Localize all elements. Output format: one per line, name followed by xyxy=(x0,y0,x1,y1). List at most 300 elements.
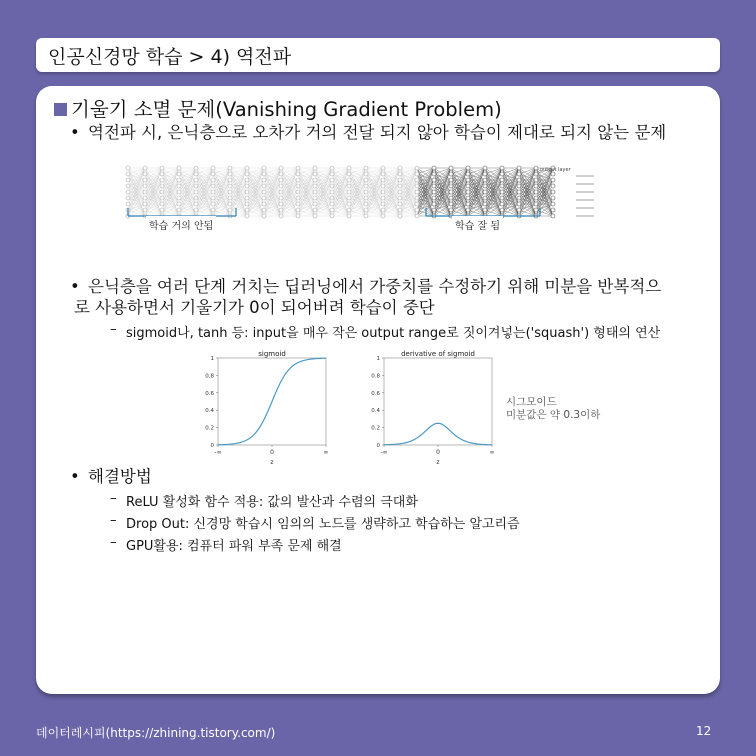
network-edge xyxy=(383,168,400,210)
network-node xyxy=(279,196,283,200)
square-bullet-icon xyxy=(54,103,67,116)
network-edge xyxy=(383,180,400,210)
y-tick-label: 0.8 xyxy=(205,373,214,380)
derivative-chart xyxy=(362,348,512,468)
network-node xyxy=(483,184,487,188)
network-edge xyxy=(332,168,349,198)
y-tick-label: 0 xyxy=(376,443,380,449)
network-edge xyxy=(400,168,417,210)
network-edge xyxy=(247,168,264,174)
network-node xyxy=(381,184,385,188)
network-edge xyxy=(128,180,145,210)
network-edge xyxy=(128,210,145,216)
network-edge xyxy=(213,180,230,210)
network-node xyxy=(194,190,198,194)
network-node xyxy=(466,184,470,188)
network-edge xyxy=(213,168,230,186)
network-edge xyxy=(400,210,417,216)
network-edge xyxy=(128,168,145,210)
network-node xyxy=(143,172,147,176)
network-edge xyxy=(264,168,281,210)
network-edge xyxy=(179,168,196,210)
network-node xyxy=(313,172,317,176)
network-edge xyxy=(264,168,281,174)
network-node xyxy=(194,184,198,188)
network-edge xyxy=(264,168,281,186)
network-node xyxy=(262,184,266,188)
network-edge xyxy=(315,168,332,198)
network-node xyxy=(279,166,283,170)
network-node xyxy=(381,172,385,176)
network-node xyxy=(415,202,419,206)
network-node xyxy=(534,166,538,170)
network-edge xyxy=(366,168,383,186)
network-node xyxy=(500,196,504,200)
network-node xyxy=(347,190,351,194)
network-node xyxy=(330,190,334,194)
network-node xyxy=(296,190,300,194)
network-node xyxy=(364,178,368,182)
network-edge xyxy=(247,168,264,198)
network-edge xyxy=(162,168,179,186)
bullet-2-line-1: 은닉층을 여러 단계 거치는 딥러닝에서 가중치를 수정하기 위해 미분을 반복적으 xyxy=(88,277,662,296)
sigmoid-chart xyxy=(196,348,346,468)
network-edge xyxy=(128,168,145,186)
network-node xyxy=(466,172,470,176)
network-node xyxy=(381,202,385,206)
network-node xyxy=(347,202,351,206)
network-edge xyxy=(230,168,247,186)
network-node xyxy=(177,190,181,194)
output-layer-label: output layer xyxy=(540,167,571,173)
network-node xyxy=(449,196,453,200)
network-node xyxy=(211,202,215,206)
network-edge xyxy=(281,180,298,210)
network-right-label: 학습 잘 됨 xyxy=(452,216,503,233)
network-node xyxy=(313,178,317,182)
network-node xyxy=(466,202,470,206)
network-edge xyxy=(417,168,434,198)
network-node xyxy=(245,214,249,218)
network-edge xyxy=(298,180,315,210)
network-edge xyxy=(196,168,213,186)
network-edge xyxy=(281,168,298,210)
network-node xyxy=(228,178,232,182)
network-node xyxy=(466,166,470,170)
annotation-line-2: 미분값은 약 0.3이하 xyxy=(506,409,601,421)
network-node xyxy=(449,202,453,206)
bullet-1-text: 역전파 시, 은닉층으로 오차가 거의 전달 되지 않아 학습이 제대로 되지 않는 문제 xyxy=(88,123,667,142)
network-node xyxy=(279,202,283,206)
network-node xyxy=(228,208,232,212)
network-node xyxy=(466,190,470,194)
network-node xyxy=(398,208,402,212)
network-edge xyxy=(332,210,349,216)
network-edge xyxy=(128,168,145,174)
network-node xyxy=(126,178,130,182)
network-edge xyxy=(502,168,519,198)
network-node xyxy=(483,196,487,200)
network-node xyxy=(517,196,521,200)
network-node xyxy=(262,166,266,170)
network-node xyxy=(296,172,300,176)
network-node xyxy=(500,190,504,194)
network-node xyxy=(245,208,249,212)
network-node xyxy=(517,184,521,188)
network-node xyxy=(194,196,198,200)
network-node xyxy=(245,184,249,188)
network-node xyxy=(143,190,147,194)
bullet-1 xyxy=(70,122,667,143)
network-edge xyxy=(485,168,502,198)
network-node xyxy=(500,172,504,176)
network-edge xyxy=(315,210,332,216)
network-node xyxy=(211,196,215,200)
network-node xyxy=(534,202,538,206)
network-node xyxy=(160,190,164,194)
network-node xyxy=(126,196,130,200)
network-node xyxy=(211,208,215,212)
network-edge xyxy=(196,168,213,174)
network-edge xyxy=(247,180,264,210)
network-edge xyxy=(162,168,179,210)
slide-title-bar xyxy=(36,38,720,72)
network-node xyxy=(364,202,368,206)
network-edge xyxy=(281,168,298,186)
network-node xyxy=(177,208,181,212)
network-node xyxy=(245,196,249,200)
derivative-plot-frame xyxy=(384,358,492,445)
network-node xyxy=(211,184,215,188)
network-node xyxy=(262,196,266,200)
network-node xyxy=(296,202,300,206)
network-node xyxy=(330,214,334,218)
network-node xyxy=(415,184,419,188)
network-node xyxy=(534,172,538,176)
network-node xyxy=(313,184,317,188)
network-node xyxy=(432,196,436,200)
network-edge xyxy=(400,168,417,198)
network-edge xyxy=(230,180,247,210)
network-node xyxy=(432,166,436,170)
network-node xyxy=(500,202,504,206)
dash-icon: – xyxy=(110,322,117,337)
network-node xyxy=(330,208,334,212)
network-node xyxy=(398,166,402,170)
network-node xyxy=(330,166,334,170)
network-edge xyxy=(162,168,179,198)
network-edge xyxy=(519,168,536,198)
network-edge xyxy=(298,168,315,186)
network-edge xyxy=(179,168,196,174)
solution-item-text: ReLU 활성화 함수 적용: 값의 발산과 수렴의 극대화 xyxy=(126,495,418,510)
network-edge xyxy=(281,168,298,198)
network-node xyxy=(551,208,555,212)
network-edge xyxy=(230,168,247,174)
annotation-line-1: 시그모이드 xyxy=(506,396,557,408)
network-node xyxy=(177,172,181,176)
network-node xyxy=(228,202,232,206)
network-node xyxy=(534,178,538,182)
network-node xyxy=(143,196,147,200)
network-node xyxy=(500,178,504,182)
slide-content-card xyxy=(36,86,720,694)
network-edge xyxy=(179,180,196,210)
network-node xyxy=(126,190,130,194)
network-node xyxy=(432,202,436,206)
bullet-2 xyxy=(70,276,662,318)
network-edge xyxy=(315,180,332,210)
network-edge xyxy=(417,180,434,210)
y-tick-label: 0 xyxy=(210,443,214,449)
network-node xyxy=(364,208,368,212)
solution-item xyxy=(110,491,418,510)
network-node xyxy=(194,202,198,206)
network-node xyxy=(313,166,317,170)
network-edge xyxy=(536,180,553,210)
network-edge xyxy=(213,168,230,198)
network-edge xyxy=(196,168,213,210)
network-node xyxy=(551,196,555,200)
network-node xyxy=(347,184,351,188)
y-tick-label: 0.6 xyxy=(205,390,214,397)
network-node xyxy=(126,202,130,206)
network-node xyxy=(398,190,402,194)
y-tick-label: 0.4 xyxy=(205,408,214,415)
network-node xyxy=(177,166,181,170)
network-edge xyxy=(213,168,230,210)
network-node xyxy=(245,172,249,176)
network-edge xyxy=(349,168,366,186)
network-edge xyxy=(502,180,519,210)
network-node xyxy=(381,208,385,212)
network-node xyxy=(143,208,147,212)
network-node xyxy=(296,214,300,218)
dash-icon: – xyxy=(110,535,117,550)
network-node xyxy=(500,208,504,212)
network-edge xyxy=(349,168,366,198)
network-node xyxy=(126,172,130,176)
network-node xyxy=(296,178,300,182)
network-node xyxy=(177,196,181,200)
network-node xyxy=(313,202,317,206)
network-edge xyxy=(349,210,366,216)
network-edge xyxy=(383,168,400,198)
network-node xyxy=(211,190,215,194)
network-node xyxy=(228,172,232,176)
y-tick-label: 0.2 xyxy=(205,425,214,432)
network-node xyxy=(194,166,198,170)
dash-icon: – xyxy=(110,513,117,528)
y-tick-label: 0.4 xyxy=(371,408,380,415)
dash-icon: – xyxy=(110,491,117,506)
network-node xyxy=(534,190,538,194)
network-node xyxy=(160,184,164,188)
derivative-x-ticks xyxy=(380,445,494,456)
network-node xyxy=(449,208,453,212)
page-number: 12 xyxy=(696,724,712,738)
network-node xyxy=(398,178,402,182)
network-node xyxy=(347,196,351,200)
network-node xyxy=(228,190,232,194)
network-node xyxy=(517,166,521,170)
network-edge xyxy=(315,168,332,186)
network-node xyxy=(279,190,283,194)
network-node xyxy=(415,196,419,200)
derivative-curve xyxy=(384,423,492,445)
network-node xyxy=(551,178,555,182)
y-tick-label: 0.6 xyxy=(371,390,380,397)
network-node xyxy=(245,166,249,170)
sigmoid-x-label: z xyxy=(270,459,274,466)
network-node xyxy=(364,196,368,200)
network-node xyxy=(432,208,436,212)
network-node xyxy=(160,196,164,200)
network-edge xyxy=(247,168,264,186)
network-edge xyxy=(298,168,315,174)
derivative-chart-title: derivative of sigmoid xyxy=(401,350,475,358)
bullet-dot-icon: • xyxy=(70,277,80,296)
x-tick-label: -∞ xyxy=(214,449,222,456)
network-node xyxy=(517,178,521,182)
network-node xyxy=(211,172,215,176)
network-node xyxy=(262,172,266,176)
network-node xyxy=(364,166,368,170)
network-node xyxy=(313,196,317,200)
network-node xyxy=(381,178,385,182)
network-node xyxy=(500,184,504,188)
network-node xyxy=(330,172,334,176)
network-edge xyxy=(230,210,247,216)
network-edge xyxy=(298,210,315,216)
x-tick-label: ∞ xyxy=(323,449,329,456)
network-edge xyxy=(366,168,383,174)
network-edge xyxy=(247,210,264,216)
network-node xyxy=(551,214,555,218)
y-tick-label: 1 xyxy=(376,356,380,362)
network-edge xyxy=(400,180,417,210)
network-edge xyxy=(145,168,162,198)
network-node xyxy=(143,166,147,170)
footer-source: 데이터레시피(https://zhining.tistory.com/) xyxy=(36,726,276,740)
network-node xyxy=(415,178,419,182)
network-node xyxy=(279,172,283,176)
network-node xyxy=(330,178,334,182)
network-node xyxy=(398,202,402,206)
network-node xyxy=(432,178,436,182)
section-heading-text: 기울기 소멸 문제(Vanishing Gradient Problem) xyxy=(71,98,502,121)
network-node xyxy=(177,184,181,188)
sigmoid-y-ticks xyxy=(205,356,218,449)
network-node xyxy=(228,166,232,170)
network-node xyxy=(194,178,198,182)
network-edge xyxy=(281,210,298,216)
network-edge xyxy=(230,168,247,198)
network-node xyxy=(143,202,147,206)
derivative-y-ticks xyxy=(371,356,384,449)
network-node xyxy=(347,172,351,176)
network-node xyxy=(211,166,215,170)
network-node xyxy=(262,214,266,218)
network-edge xyxy=(298,168,315,198)
bullet-dot-icon: • xyxy=(70,123,80,142)
bullet-3 xyxy=(70,466,152,487)
network-edge xyxy=(451,180,468,210)
network-edge xyxy=(281,168,298,174)
network-node xyxy=(330,196,334,200)
network-edge xyxy=(315,168,332,210)
network-edge xyxy=(315,168,332,174)
network-edge xyxy=(128,168,145,198)
network-node xyxy=(262,190,266,194)
network-node xyxy=(517,202,521,206)
network-node xyxy=(517,190,521,194)
network-node xyxy=(449,190,453,194)
network-edge xyxy=(264,168,281,198)
network-node xyxy=(483,166,487,170)
network-node xyxy=(330,184,334,188)
solution-item-text: GPU활용: 컴퓨터 파워 부족 문제 해결 xyxy=(126,539,342,554)
bullet-2-line-2: 로 사용하면서 기울기가 0이 되어버려 학습이 중단 xyxy=(74,298,435,317)
section-heading xyxy=(54,94,502,122)
network-node xyxy=(398,196,402,200)
network-node xyxy=(381,166,385,170)
y-tick-label: 0.2 xyxy=(371,425,380,432)
bullet-dot-icon: • xyxy=(70,467,80,486)
network-node xyxy=(296,208,300,212)
network-node xyxy=(381,196,385,200)
sigmoid-note-text: sigmoid나, tanh 등: input을 매우 작은 output range로 짓이겨넣는('squash') 형태의 연산 xyxy=(126,326,661,341)
network-node xyxy=(347,166,351,170)
slide-title: 인공신경망 학습 > 4) 역전파 xyxy=(48,46,292,68)
network-node xyxy=(398,172,402,176)
network-edge xyxy=(366,168,383,198)
network-edge xyxy=(366,180,383,210)
network-edge xyxy=(519,180,536,210)
solution-item xyxy=(110,513,520,532)
network-node xyxy=(381,214,385,218)
network-node xyxy=(551,190,555,194)
network-node xyxy=(313,214,317,218)
network-node xyxy=(296,184,300,188)
network-edge xyxy=(400,168,417,174)
network-node xyxy=(347,178,351,182)
network-node xyxy=(296,166,300,170)
network-edge xyxy=(451,168,468,198)
network-left-label: 학습 거의 안됨 xyxy=(146,216,216,233)
network-node xyxy=(194,208,198,212)
x-tick-label: -∞ xyxy=(380,449,388,456)
network-edge xyxy=(264,210,281,216)
network-node xyxy=(381,190,385,194)
network-node xyxy=(364,184,368,188)
network-edge xyxy=(264,180,281,210)
network-edge xyxy=(366,168,383,210)
network-node xyxy=(330,202,334,206)
network-node xyxy=(126,184,130,188)
y-tick-label: 0.8 xyxy=(371,373,380,380)
network-node xyxy=(449,166,453,170)
network-edge xyxy=(349,168,366,174)
solution-item xyxy=(110,535,342,554)
derivative-x-label: z xyxy=(436,459,440,466)
sigmoid-note xyxy=(110,322,661,341)
network-node xyxy=(415,214,419,218)
solution-item-text: Drop Out: 신경망 학습시 임의의 노드를 생략하고 학습하는 알고리즘 xyxy=(126,517,520,532)
network-node xyxy=(347,208,351,212)
network-edge xyxy=(247,168,264,210)
network-node xyxy=(228,184,232,188)
